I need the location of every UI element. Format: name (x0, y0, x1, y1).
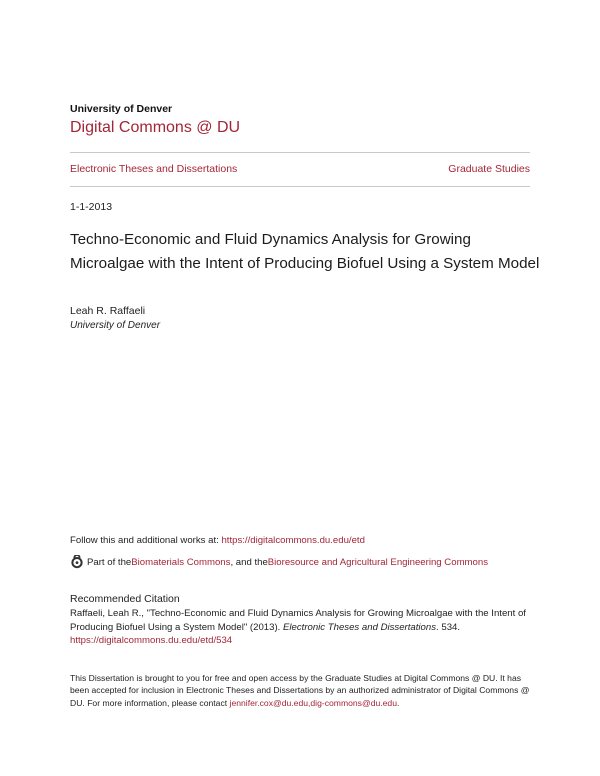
notice-suffix: . (397, 697, 400, 708)
part-of-prefix: Part of the (87, 556, 132, 568)
follow-url-link[interactable]: https://digitalcommons.du.edu/etd (221, 535, 365, 546)
notice-text: This Dissertation is brought to you for free and open access by the Graduate Studies at Digital Commons @ DU. It has been accepted for inclusion in Electronic Theses and Dissertations by an authorized administrator of Digital Commons @ DU. For more information, please contact (70, 673, 530, 708)
author-affiliation: University of Denver (70, 320, 161, 331)
open-access-icon (70, 555, 84, 569)
citation-block (70, 607, 530, 648)
series-link[interactable]: Electronic Theses and Dissertations (70, 163, 238, 175)
follow-line (70, 535, 365, 546)
biomaterials-commons-link[interactable]: Biomaterials Commons (131, 556, 231, 568)
citation-number: . 534. (436, 621, 461, 633)
publication-date: 1-1-2013 (70, 201, 113, 213)
repository-link[interactable]: Digital Commons @ DU (70, 119, 241, 136)
document-title: Techno-Economic and Fluid Dynamics Analysis for Growing Microalgae with the Intent of Producing Biofuel Using a System Model (70, 231, 540, 272)
part-of-middle: , and the (230, 556, 268, 568)
citation-series: Electronic Theses and Dissertations (282, 621, 437, 633)
author-name: Leah R. Raffaeli (70, 305, 146, 317)
contact-email-link[interactable]: jennifer.cox@du.edu,dig-commons@du.edu (229, 697, 397, 708)
follow-prefix: Follow this and additional works at: (70, 535, 222, 546)
institution-name: University of Denver (70, 103, 173, 115)
graduate-studies-link[interactable]: Graduate Studies (448, 163, 530, 175)
divider-top (70, 152, 530, 153)
bioresource-commons-link[interactable]: Bioresource and Agricultural Engineering Commons (267, 556, 489, 568)
access-notice (70, 672, 530, 709)
citation-text: Raffaeli, Leah R., "Techno-Economic and Fluid Dynamics Analysis for Growing Microalgae with the Intent of Producing Biofuel Using a System Model" (2013). (70, 608, 526, 633)
citation-heading: Recommended Citation (70, 593, 180, 605)
part-of-line (70, 555, 488, 569)
divider-bottom (70, 186, 530, 187)
citation-url-link[interactable]: https://digitalcommons.du.edu/etd/534 (70, 635, 233, 647)
